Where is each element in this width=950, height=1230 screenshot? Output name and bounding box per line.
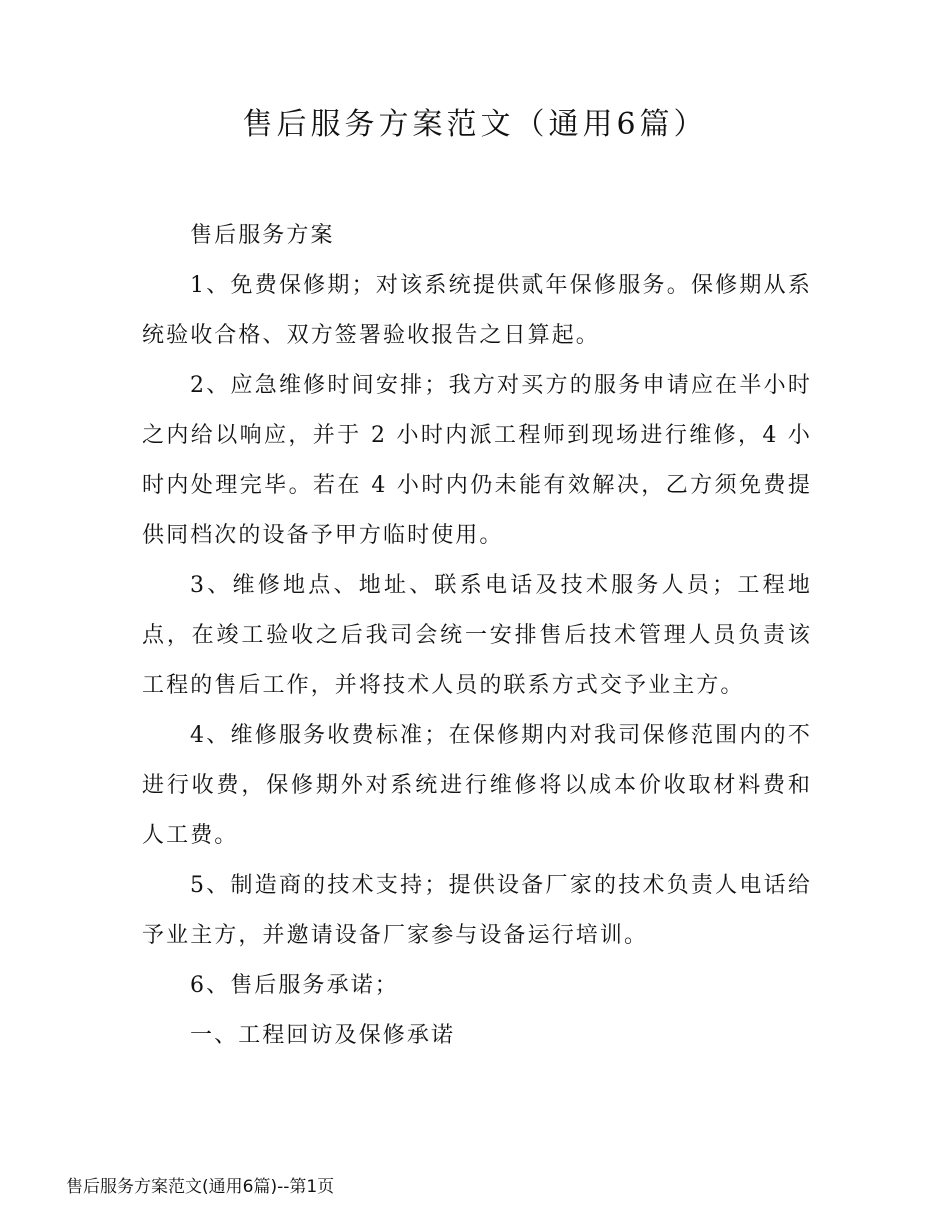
- document-body: [142, 211, 812, 1061]
- document-title: 售后服务方案范文（通用6篇）: [242, 107, 708, 142]
- paragraph-item-5: 5、制造商的技术支持；提供设备厂家的技术负责人电话给予业主方，并邀请设备厂家参与设备运行培训。: [142, 873, 812, 948]
- paragraph-item-1: 1、免费保修期；对该系统提供贰年保修服务。保修期从系统验收合格、双方签署验收报告之日算起。: [142, 273, 812, 348]
- paragraph-item-4: 4、维修服务收费标准；在保修期内对我司保修范围内的不进行收费，保修期外对系统进行维修将以成本价收取材料费和人工费。: [142, 723, 812, 848]
- paragraph-heading: 售后服务方案: [190, 223, 335, 248]
- paragraph-item-2: 2、应急维修时间安排；我方对买方的服务申请应在半小时之内给以响应，并于 2 小时内派工程师到现场进行维修，4 小时内处理完毕。若在 4 小时内仍未能有效解决，乙方须免费提供同档次的设备予甲方临时使用。: [142, 373, 812, 548]
- paragraph-item-3: 3、维修地点、地址、联系电话及技术服务人员；工程地点，在竣工验收之后我司会统一安排售后技术管理人员负责该工程的售后工作，并将技术人员的联系方式交予业主方。: [142, 573, 812, 698]
- page-footer: 售后服务方案范文(通用6篇)--第1页: [66, 1177, 335, 1197]
- paragraph-section-1: 一、工程回访及保修承诺: [190, 1023, 456, 1048]
- paragraph-item-6: 6、售后服务承诺；: [190, 973, 399, 998]
